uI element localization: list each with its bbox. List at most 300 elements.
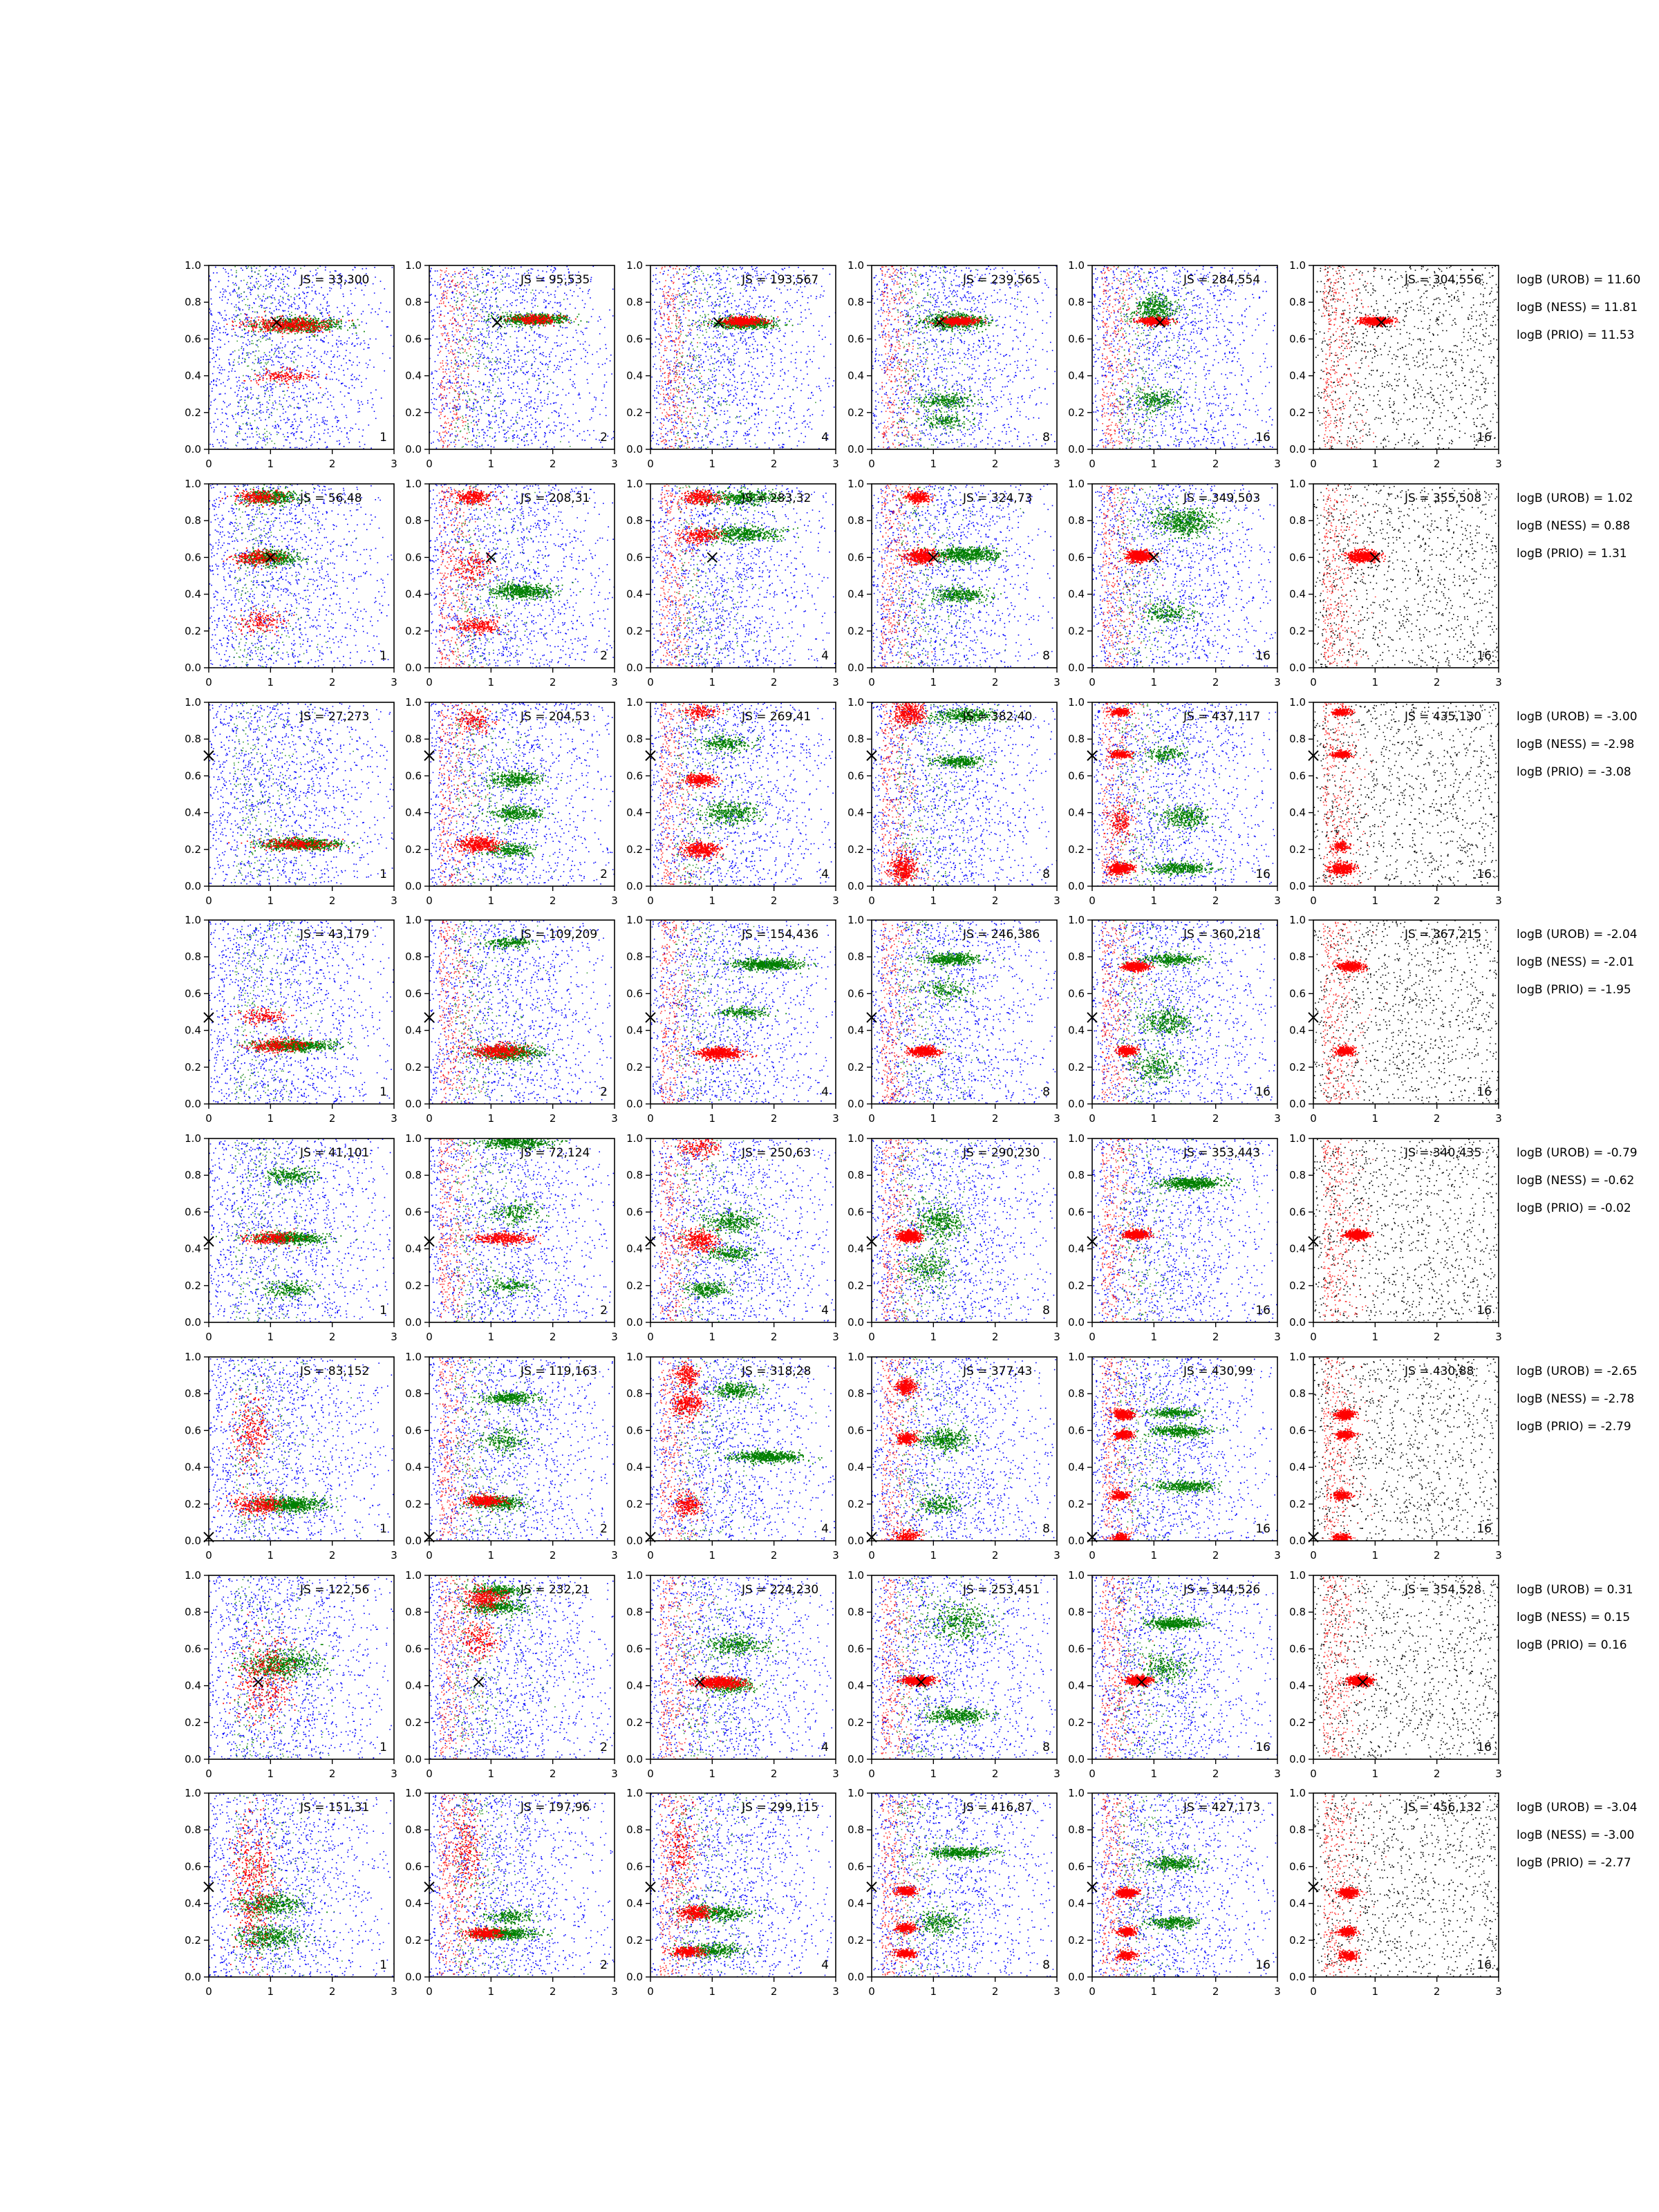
y-tick-label: 0.2 <box>405 1279 422 1292</box>
y-tick-label: 0.4 <box>405 588 422 601</box>
panel-number: 4 <box>821 1085 829 1099</box>
logb-labels-row-3 <box>1517 710 1638 779</box>
y-tick-label: 1.0 <box>1068 478 1085 490</box>
ness-samples-diffuse <box>234 1358 361 1541</box>
prior-samples-diffuse <box>660 266 731 451</box>
x-tick-label: 2 <box>770 458 778 470</box>
y-tick-label: 0.0 <box>185 443 201 456</box>
js-divergence-label: JS = 56,48 <box>300 491 362 505</box>
x-tick-label: 3 <box>391 894 397 907</box>
x-tick-label: 2 <box>991 1112 999 1125</box>
y-tick-label: 0.6 <box>847 332 864 346</box>
x-tick-label: 2 <box>991 1331 999 1343</box>
y-tick-label: 0.8 <box>405 1169 422 1182</box>
x-tick-label: 1 <box>1150 676 1158 688</box>
x-tick-label: 0 <box>868 1331 875 1343</box>
y-tick-label: 0.0 <box>405 1316 422 1329</box>
logb-value: logB (PRIO) = -2.79 <box>1517 1420 1631 1434</box>
x-tick-label: 0 <box>426 1768 433 1780</box>
js-divergence-label: JS = 250,63 <box>742 1146 812 1160</box>
js-divergence-label: JS = 290,230 <box>963 1146 1040 1160</box>
cluster-green-3 <box>679 1281 733 1299</box>
cluster-red-3 <box>1113 1886 1141 1900</box>
x-tick-label: 2 <box>328 1331 336 1343</box>
y-tick-label: 0.6 <box>847 1206 864 1219</box>
ness-samples-diffuse <box>897 265 1018 450</box>
x-tick-label: 1 <box>487 894 495 907</box>
logb-value: logB (NESS) = 0.88 <box>1517 519 1631 533</box>
y-tick-label: 0.4 <box>847 588 864 601</box>
y-tick-label: 0.6 <box>1289 1206 1306 1219</box>
js-divergence-label: JS = 367,215 <box>1405 928 1482 941</box>
y-tick-label: 0.4 <box>185 1679 201 1692</box>
y-tick-label: 0.4 <box>626 1024 643 1037</box>
x-tick-label: 3 <box>832 1985 839 1998</box>
y-tick-label: 0.6 <box>1289 1642 1306 1656</box>
x-tick-label: 0 <box>205 1985 212 1998</box>
y-tick-label: 0.6 <box>626 551 643 564</box>
y-tick-label: 0.2 <box>847 1497 864 1510</box>
y-tick-label: 0.0 <box>185 662 201 674</box>
x-tick-label: 3 <box>1495 458 1502 470</box>
x-tick-label: 2 <box>1212 458 1219 470</box>
y-tick-label: 1.0 <box>847 914 864 926</box>
y-tick-label: 0.4 <box>185 1242 201 1255</box>
uniform-samples <box>650 1138 837 1323</box>
x-tick-label: 1 <box>267 1768 274 1780</box>
x-tick-label: 0 <box>426 1112 433 1125</box>
prior-samples-diffuse <box>439 920 485 1105</box>
x-tick-label: 3 <box>832 894 839 907</box>
y-tick-label: 0.6 <box>847 769 864 782</box>
y-tick-label: 1.0 <box>847 1787 864 1799</box>
uniform-samples <box>429 1575 615 1760</box>
y-tick-label: 0.8 <box>847 733 864 746</box>
panel-r5-c3 <box>626 1132 839 1343</box>
y-tick-label: 0.6 <box>1068 769 1085 782</box>
uniform-samples <box>650 1575 837 1760</box>
logb-value: logB (UROB) = -2.04 <box>1517 928 1638 941</box>
x-tick-label: 3 <box>1495 1112 1502 1125</box>
js-divergence-label: JS = 360,218 <box>1183 928 1261 941</box>
y-tick-label: 1.0 <box>847 478 864 490</box>
cluster-green-1 <box>668 1902 765 1924</box>
scatter-points <box>872 920 1058 1105</box>
y-tick-label: 0.8 <box>1068 1387 1085 1400</box>
js-divergence-label: JS = 283,32 <box>742 491 812 505</box>
y-tick-label: 0.8 <box>185 733 201 746</box>
cluster-red-2 <box>444 487 503 509</box>
uniform-samples <box>429 1138 615 1323</box>
x-tick-label: 0 <box>205 458 212 470</box>
y-tick-label: 1.0 <box>1068 1132 1085 1145</box>
js-divergence-label: JS = 27,273 <box>300 710 370 724</box>
y-tick-label: 1.0 <box>1289 259 1306 272</box>
logb-labels-row-8 <box>1517 1801 1638 1870</box>
x-tick-label: 0 <box>1089 458 1096 470</box>
y-tick-label: 1.0 <box>1289 696 1306 709</box>
x-tick-label: 1 <box>267 458 274 470</box>
y-tick-label: 1.0 <box>405 696 422 709</box>
panel-r7-c1 <box>185 1569 397 1780</box>
x-tick-label: 0 <box>647 1112 654 1125</box>
y-tick-label: 0.4 <box>847 1024 864 1037</box>
y-tick-label: 0.6 <box>626 987 643 1000</box>
scatter-points <box>429 1357 616 1542</box>
x-tick-label: 2 <box>991 1549 999 1562</box>
uniform-samples <box>1092 1138 1278 1323</box>
reference-samples <box>1313 1358 1499 1541</box>
panel-number: 16 <box>1477 649 1492 663</box>
y-tick-label: 0.0 <box>1289 1535 1306 1547</box>
y-tick-label: 0.4 <box>847 1679 864 1692</box>
y-tick-label: 0.6 <box>185 1206 201 1219</box>
y-tick-label: 0.8 <box>1068 733 1085 746</box>
y-tick-label: 0.4 <box>847 369 864 382</box>
uniform-samples <box>209 484 395 668</box>
x-tick-label: 1 <box>487 1331 495 1343</box>
x-tick-label: 1 <box>1371 1112 1379 1125</box>
cluster-green-1 <box>1123 291 1190 336</box>
x-tick-label: 1 <box>267 894 274 907</box>
x-tick-label: 2 <box>328 1985 336 1998</box>
js-divergence-label: JS = 239,565 <box>963 273 1040 287</box>
y-tick-label: 0.8 <box>1289 296 1306 309</box>
x-tick-label: 0 <box>868 676 875 688</box>
y-tick-label: 0.2 <box>185 1497 201 1510</box>
y-tick-label: 0.8 <box>1289 1169 1306 1182</box>
panel-number: 8 <box>1042 649 1050 663</box>
y-tick-label: 0.6 <box>405 1206 422 1219</box>
y-tick-label: 0.0 <box>185 1753 201 1765</box>
x-tick-label: 1 <box>487 1112 495 1125</box>
cluster-red-7 <box>1107 1533 1132 1544</box>
panel-number: 1 <box>379 1085 387 1099</box>
logb-value: logB (NESS) = -2.01 <box>1517 955 1635 969</box>
y-tick-label: 0.2 <box>1289 624 1306 637</box>
prior-samples-diffuse <box>438 1358 501 1541</box>
panel-r1-c6 <box>1289 259 1502 470</box>
prior-samples-diffuse <box>1101 702 1173 887</box>
cluster-red-3 <box>903 488 935 507</box>
js-divergence-label: JS = 416,87 <box>963 1801 1033 1815</box>
y-tick-label: 1.0 <box>847 1569 864 1582</box>
x-tick-label: 0 <box>1089 1985 1096 1998</box>
cluster-green-2 <box>1143 599 1201 632</box>
prior-samples-diffuse <box>881 1577 940 1760</box>
y-tick-label: 0.0 <box>1068 1535 1085 1547</box>
x-tick-label: 3 <box>1274 676 1281 688</box>
y-tick-label: 0.0 <box>405 1971 422 1983</box>
y-tick-label: 0.2 <box>405 624 422 637</box>
x-tick-label: 3 <box>611 676 618 688</box>
js-divergence-label: JS = 95,535 <box>521 273 590 287</box>
x-tick-label: 2 <box>1212 1768 1219 1780</box>
y-tick-label: 0.0 <box>626 880 643 892</box>
ness-samples-diffuse <box>897 1357 1012 1541</box>
axes-frame <box>650 702 836 886</box>
y-tick-label: 0.6 <box>1289 332 1306 346</box>
panel-r7-c6 <box>1289 1569 1502 1780</box>
y-tick-label: 0.0 <box>1289 1971 1306 1983</box>
axes-frame <box>1092 1138 1277 1322</box>
y-tick-label: 0.4 <box>185 588 201 601</box>
x-tick-label: 1 <box>930 1331 937 1343</box>
js-divergence-label: JS = 437,117 <box>1183 710 1261 724</box>
panel-number: 16 <box>1477 1085 1492 1099</box>
cluster-red-2 <box>1118 1228 1159 1241</box>
cluster-red-3 <box>897 1674 941 1688</box>
logb-labels-row-2 <box>1517 491 1633 561</box>
panel-r6-c5 <box>1068 1351 1281 1562</box>
cluster-red-6 <box>1105 860 1136 877</box>
y-tick-label: 1.0 <box>626 478 643 490</box>
cluster-red-4 <box>1112 1924 1138 1940</box>
cluster-green-1 <box>910 1597 1004 1652</box>
y-tick-label: 0.6 <box>405 769 422 782</box>
y-tick-label: 0.6 <box>626 1642 643 1656</box>
y-tick-label: 0.0 <box>1068 662 1085 674</box>
x-tick-label: 2 <box>549 676 556 688</box>
x-tick-label: 0 <box>647 894 654 907</box>
js-divergence-label: JS = 122,56 <box>300 1583 370 1597</box>
cluster-green-1 <box>1143 1615 1211 1631</box>
x-tick-label: 3 <box>1495 1331 1502 1343</box>
y-tick-label: 0.8 <box>1068 950 1085 964</box>
y-tick-label: 1.0 <box>405 478 422 490</box>
x-tick-label: 3 <box>1274 1768 1281 1780</box>
logb-value: logB (NESS) = 0.15 <box>1517 1611 1631 1624</box>
y-tick-label: 0.2 <box>847 1933 864 1947</box>
cluster-red-1 <box>1333 1886 1365 1900</box>
js-divergence-label: JS = 193,567 <box>742 273 819 287</box>
js-divergence-label: JS = 377,43 <box>963 1365 1033 1378</box>
panel-r5-c1 <box>185 1132 397 1343</box>
y-tick-label: 0.2 <box>185 624 201 637</box>
x-tick-label: 2 <box>770 894 778 907</box>
scatter-points <box>650 1357 837 1541</box>
y-tick-label: 1.0 <box>626 259 643 272</box>
axes-frame <box>1092 265 1277 449</box>
scatter-points <box>209 1575 395 1760</box>
x-tick-label: 1 <box>930 1112 937 1125</box>
x-tick-label: 1 <box>709 1331 716 1343</box>
y-tick-label: 0.0 <box>405 443 422 456</box>
y-tick-label: 0.8 <box>405 1387 422 1400</box>
y-tick-label: 0.8 <box>1289 1824 1306 1837</box>
y-tick-label: 0.2 <box>1289 406 1306 419</box>
panel-number: 8 <box>1042 1741 1050 1754</box>
y-tick-label: 0.2 <box>1068 1933 1085 1947</box>
uniform-samples <box>1092 484 1278 669</box>
x-tick-label: 1 <box>267 1985 274 1998</box>
x-tick-label: 2 <box>1433 1985 1441 1998</box>
x-tick-label: 1 <box>1150 458 1158 470</box>
y-tick-label: 0.6 <box>1289 1424 1306 1437</box>
y-tick-label: 0.4 <box>626 588 643 601</box>
cluster-red-6 <box>1107 1488 1132 1502</box>
y-tick-label: 0.0 <box>1068 1971 1085 1983</box>
y-tick-label: 0.0 <box>1068 1098 1085 1110</box>
cluster-green-1 <box>1150 1173 1239 1192</box>
x-tick-label: 1 <box>1371 458 1379 470</box>
x-tick-label: 3 <box>1495 1985 1502 1998</box>
cluster-green-1 <box>714 956 816 974</box>
y-tick-label: 0.6 <box>847 1642 864 1656</box>
cluster-red-2 <box>1332 1044 1358 1057</box>
y-tick-label: 0.4 <box>626 1242 643 1255</box>
uniform-samples <box>650 484 836 668</box>
x-tick-label: 0 <box>647 676 654 688</box>
js-divergence-label: JS = 33,300 <box>300 273 370 287</box>
y-tick-label: 0.8 <box>405 296 422 309</box>
js-divergence-label: JS = 344,526 <box>1183 1583 1261 1597</box>
cluster-red-3 <box>224 1006 294 1027</box>
panel-number: 4 <box>821 649 829 663</box>
x-tick-label: 3 <box>611 1549 618 1562</box>
panel-r3-c6 <box>1289 696 1502 907</box>
panel-r6-c3 <box>626 1351 839 1562</box>
y-tick-label: 0.4 <box>1068 1461 1085 1474</box>
panel-r6-c4 <box>847 1351 1060 1562</box>
scatter-points <box>1313 702 1499 887</box>
y-tick-label: 0.6 <box>1289 987 1306 1000</box>
logb-value: logB (NESS) = -2.98 <box>1517 738 1635 751</box>
js-divergence-label: JS = 456,132 <box>1405 1801 1482 1815</box>
y-tick-label: 0.6 <box>847 1860 864 1873</box>
x-tick-label: 0 <box>1089 1112 1096 1125</box>
x-tick-label: 1 <box>930 1549 937 1562</box>
y-tick-label: 0.4 <box>405 1024 422 1037</box>
x-tick-label: 0 <box>426 676 433 688</box>
y-tick-label: 1.0 <box>405 914 422 926</box>
panel-r2-c1 <box>185 478 397 688</box>
cluster-red-1 <box>1338 548 1386 566</box>
x-tick-label: 3 <box>1274 1985 1281 1998</box>
scatter-points <box>1313 1358 1499 1544</box>
y-tick-label: 0.0 <box>847 443 864 456</box>
y-tick-label: 0.0 <box>185 1535 201 1547</box>
x-tick-label: 1 <box>1150 1112 1158 1125</box>
y-tick-label: 0.4 <box>1289 1679 1306 1692</box>
y-tick-label: 0.4 <box>626 1461 643 1474</box>
x-tick-label: 2 <box>328 894 336 907</box>
x-tick-label: 1 <box>709 676 716 688</box>
panel-r7-c2 <box>405 1569 618 1780</box>
axes-frame <box>1313 1357 1499 1541</box>
y-tick-label: 0.2 <box>405 1497 422 1510</box>
x-tick-label: 0 <box>1089 676 1096 688</box>
y-tick-label: 1.0 <box>1289 1569 1306 1582</box>
scatter-points <box>209 920 395 1105</box>
y-tick-label: 1.0 <box>626 1569 643 1582</box>
panel-number: 16 <box>1477 868 1492 881</box>
x-tick-label: 3 <box>1495 1549 1502 1562</box>
scatter-points <box>650 1575 837 1760</box>
ness-samples-diffuse <box>234 484 357 668</box>
x-tick-label: 2 <box>549 1549 556 1562</box>
ness-samples-diffuse <box>454 1357 562 1541</box>
panel-r2-c2 <box>405 478 618 688</box>
y-tick-label: 0.6 <box>405 1860 422 1873</box>
logb-value: logB (UROB) = -3.00 <box>1517 710 1638 724</box>
js-divergence-label: JS = 430,99 <box>1183 1365 1253 1378</box>
y-tick-label: 0.0 <box>405 880 422 892</box>
x-tick-label: 3 <box>1274 1549 1281 1562</box>
true-parameter-marker <box>707 552 717 562</box>
x-tick-label: 1 <box>1371 1985 1379 1998</box>
ness-samples-diffuse <box>454 1794 585 1978</box>
cluster-green-1 <box>715 1448 823 1466</box>
y-tick-label: 0.4 <box>185 1461 201 1474</box>
panel-r1-c1 <box>185 259 397 470</box>
scatter-points <box>1092 1793 1279 1978</box>
y-tick-label: 1.0 <box>405 1787 422 1799</box>
y-tick-label: 0.8 <box>1289 950 1306 964</box>
x-tick-label: 0 <box>868 1768 875 1780</box>
panel-r2-c6 <box>1289 478 1502 688</box>
uniform-samples <box>650 266 837 451</box>
y-tick-label: 0.6 <box>405 987 422 1000</box>
y-tick-label: 0.8 <box>626 950 643 964</box>
ness-samples-diffuse <box>454 265 570 449</box>
y-tick-label: 0.4 <box>1068 1242 1085 1255</box>
y-tick-label: 0.8 <box>185 514 201 527</box>
x-tick-label: 3 <box>832 1112 839 1125</box>
y-tick-label: 0.0 <box>185 1971 201 1983</box>
cluster-red-3 <box>1324 860 1360 878</box>
y-tick-label: 0.2 <box>626 1060 643 1074</box>
x-tick-label: 0 <box>647 1985 654 1998</box>
y-tick-label: 0.2 <box>847 406 864 419</box>
panel-number: 1 <box>379 431 387 444</box>
y-tick-label: 0.2 <box>1068 1279 1085 1292</box>
scatter-points <box>650 266 837 451</box>
logb-value: logB (PRIO) = -3.08 <box>1517 765 1631 779</box>
y-tick-label: 0.6 <box>1068 1206 1085 1219</box>
y-tick-label: 0.4 <box>1068 806 1085 819</box>
panel-number: 2 <box>600 1085 608 1099</box>
y-tick-label: 1.0 <box>185 1132 201 1145</box>
x-tick-label: 0 <box>1310 676 1317 688</box>
y-tick-label: 0.6 <box>847 551 864 564</box>
panel-r8-c5 <box>1068 1787 1281 1998</box>
y-tick-label: 1.0 <box>405 259 422 272</box>
y-tick-label: 0.6 <box>1068 551 1085 564</box>
y-tick-label: 0.8 <box>1068 296 1085 309</box>
prior-samples-diffuse <box>439 268 494 450</box>
y-tick-label: 1.0 <box>405 1132 422 1145</box>
panel-number: 16 <box>1477 1522 1492 1536</box>
y-tick-label: 0.6 <box>405 1642 422 1656</box>
js-divergence-label: JS = 354,528 <box>1405 1583 1482 1597</box>
x-tick-label: 0 <box>1089 1331 1096 1343</box>
x-tick-label: 1 <box>709 1985 716 1998</box>
y-tick-label: 0.0 <box>847 1971 864 1983</box>
x-tick-label: 3 <box>832 1331 839 1343</box>
x-tick-label: 3 <box>1053 676 1060 688</box>
panel-number: 16 <box>1477 1304 1492 1318</box>
x-tick-label: 2 <box>770 1768 778 1780</box>
x-tick-label: 3 <box>1053 458 1060 470</box>
ness-samples-diffuse <box>454 920 588 1103</box>
ness-samples-diffuse <box>1117 920 1257 1105</box>
x-tick-label: 3 <box>391 1768 397 1780</box>
x-tick-label: 1 <box>1371 1549 1379 1562</box>
ness-samples-diffuse <box>675 1575 797 1760</box>
y-tick-label: 0.0 <box>1068 443 1085 456</box>
x-tick-label: 0 <box>1310 1331 1317 1343</box>
